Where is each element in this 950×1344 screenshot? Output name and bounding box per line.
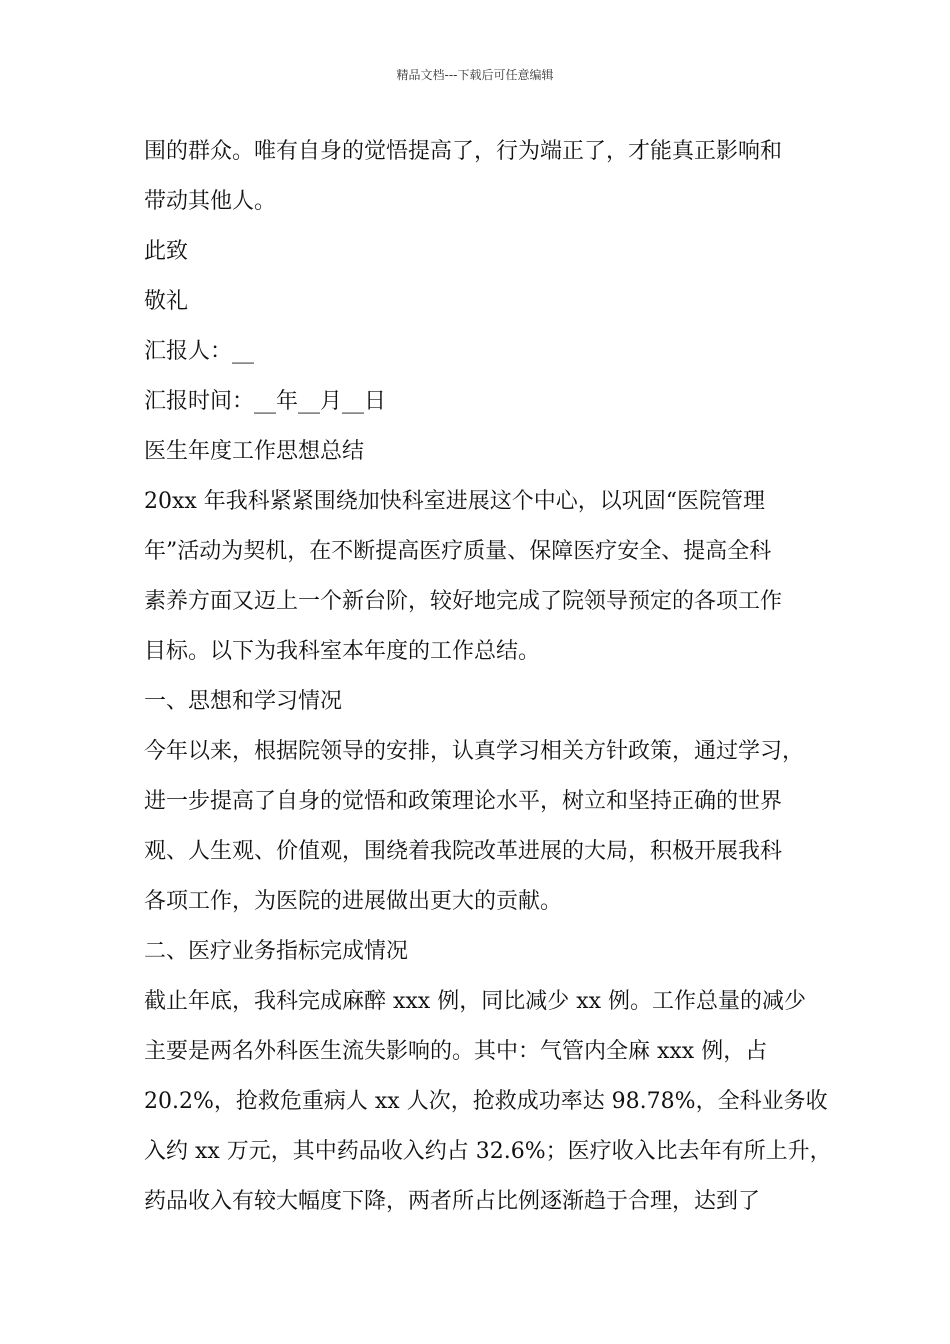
section-title: 医生年度工作思想总结 [144, 439, 365, 464]
text-line: 围的群众。唯有自身的觉悟提高了，行为端正了，才能真正影响和 [144, 139, 783, 164]
document-body [144, 134, 832, 1234]
page-header: 精品文档---下载后可任意编辑 [396, 68, 554, 82]
text-line: 观、人生观、价值观，围绕着我院改革进展的大局，积极开展我科 [144, 839, 783, 864]
section-heading: 二、医疗业务指标完成情况 [144, 939, 409, 964]
text-line: 今年以来，根据院领导的安排，认真学习相关方针政策，通过学习， [144, 739, 805, 764]
text-line: 20.2%，抢救危重病人 xx 人次，抢救成功率达 98.78%，全科业务收 [144, 1089, 828, 1114]
text-line: 入约 xx 万元，其中药品收入约占 32.6%；医疗收入比去年有所上升， [144, 1139, 832, 1164]
reporter-field: 汇报人：__ [144, 339, 255, 364]
section-heading: 一、思想和学习情况 [144, 689, 343, 714]
text-line: 进一步提高了自身的觉悟和政策理论水平，树立和坚持正确的世界 [144, 789, 783, 814]
text-line: 年”活动为契机，在不断提高医疗质量、保障医疗安全、提高全科 [144, 539, 772, 564]
text-line: 目标。以下为我科室本年度的工作总结。 [144, 639, 541, 664]
text-line: 各项工作，为医院的进展做出更大的贡献。 [144, 889, 563, 914]
text-line: 药品收入有较大幅度下降，两者所占比例逐渐趋于合理，达到了 [144, 1189, 761, 1214]
text-line: 素养方面又迈上一个新台阶，较好地完成了院领导预定的各项工作 [144, 589, 783, 614]
closing-regards: 敬礼 [144, 289, 189, 314]
closing-salutation: 此致 [144, 239, 189, 264]
text-line: 带动其他人。 [144, 189, 277, 214]
text-line: 20xx 年我科紧紧围绕加快科室进展这个中心，以巩固“医院管理 [144, 489, 766, 514]
text-line: 截止年底，我科完成麻醉 xxx 例，同比减少 xx 例。工作总量的减少 [144, 989, 807, 1014]
text-line: 主要是两名外科医生流失影响的。其中：气管内全麻 xxx 例，占 [144, 1039, 768, 1064]
report-date-field: 汇报时间：__年__月__日 [144, 389, 387, 414]
